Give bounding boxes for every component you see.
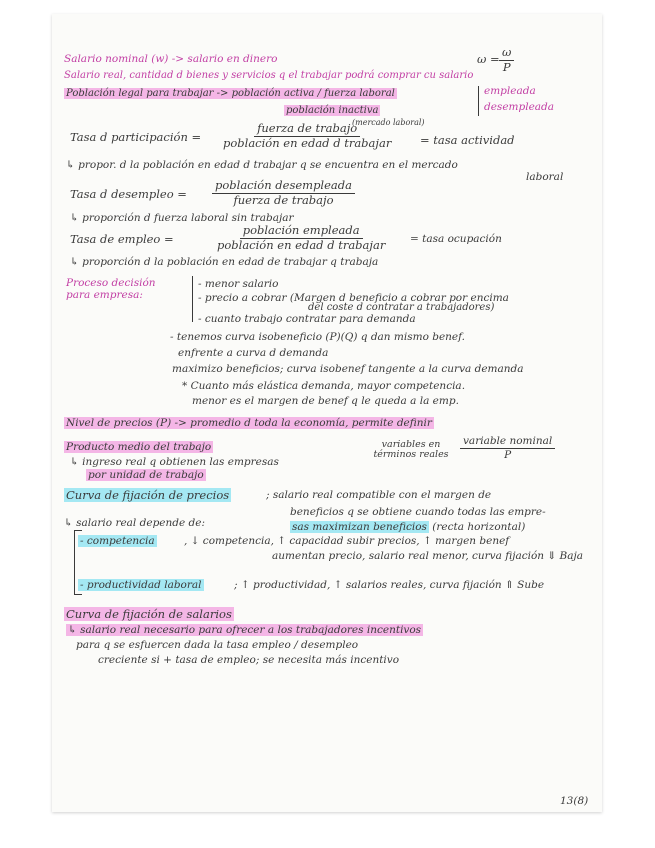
employment-rate-denominator: población en edad d trabajar [217, 237, 386, 252]
participation-rate-description: ↳ propor. d la población en edad d trabajar q se encuentra en el mercado [66, 159, 458, 171]
real-wage-depends-line: ↳ salario real depende de: [64, 517, 206, 529]
decision-process-bracket [192, 276, 193, 322]
unemployment-rate-description: ↳ proporción d fuerza laboral sin trabajar [70, 212, 294, 224]
productivity-highlight: - productividad laboral [80, 579, 202, 591]
productivity-factor [78, 580, 204, 591]
decision-item-price: - precio a cobrar (Margen d beneficio a cobrar por encima [198, 292, 509, 304]
occupation-rate-equivalence: = tasa ocupación [410, 233, 502, 245]
working-population-line [64, 89, 397, 99]
employment-rate-fraction [214, 225, 388, 251]
competition-factor [78, 536, 157, 547]
wage-setting-curve-title [64, 609, 234, 621]
wage-setting-curve-desc-3: creciente si + tasa de empleo; se necesita más incentivo [98, 654, 400, 666]
competition-highlight: - competencia [80, 535, 155, 547]
classification-divider [478, 86, 479, 116]
maximize-profits-highlight: sas maximizan beneficios [292, 521, 427, 533]
real-terms-numerator: variable nominal [460, 436, 555, 449]
employed-label: empleada [484, 85, 536, 97]
real-wage-line: Salario real, cantidad d bienes y servicios q el trabajar podrá comprar cu salario [64, 70, 474, 81]
participation-rate-denominator: población en edad d trabajar [223, 135, 392, 150]
participation-rate-label: Tasa d participación = [70, 130, 202, 144]
isoprofit-curve-line: - tenemos curva isobeneficio (P)(Q) q dan mismo benef. [170, 331, 465, 343]
labour-market-note: (mercado laboral) [352, 118, 425, 127]
decision-item-price-continued: del coste d contratar a trabajadores) [308, 302, 495, 313]
average-product-title [64, 442, 213, 453]
elastic-demand-line: * Cuanto más elástica demanda, mayor competencia. [182, 380, 466, 392]
participation-rate-description-end: laboral [526, 171, 564, 183]
factors-bracket-bottom [74, 594, 82, 595]
price-setting-curve-desc-2: beneficios q se obtiene cuando todas las empre- [290, 506, 546, 518]
decision-item-labour: - cuanto trabajo contratar para demanda [198, 313, 416, 325]
nominal-wage-line: Salario nominal (w) -> salario en dinero [64, 53, 278, 65]
factors-bracket [74, 530, 75, 594]
price-setting-curve-highlight: Curva de fijación de precios [66, 488, 230, 502]
employment-rate-description: ↳ proporción d la población en edad de trabajar q trabaja [70, 256, 379, 268]
average-product-description-2 [86, 470, 206, 481]
activity-rate-equivalence: = tasa actividad [420, 133, 515, 147]
decision-process-label-2: para empresa: [66, 289, 143, 301]
price-setting-curve-title [64, 490, 231, 502]
working-population-highlight: Población legal para trabajar -> población activa / fuerza laboral [66, 88, 395, 99]
w-formula-numerator: ω [499, 47, 514, 61]
average-product-description: ↳ ingreso real q obtienen las empresas [70, 456, 279, 468]
wage-setting-curve-desc-2: para q se esfuercen dada la tasa empleo / desempleo [76, 639, 359, 651]
inactive-population-highlight: población inactiva [286, 105, 379, 116]
unemployment-rate-denominator: fuerza de trabajo [233, 192, 334, 207]
price-setting-curve-desc: ; salario real compatible con el margen de [266, 489, 492, 501]
price-level-line [64, 418, 434, 429]
demand-curve-line: enfrente a curva d demanda [178, 347, 329, 359]
horizontal-line-note: (recta horizontal) [432, 521, 526, 533]
inactive-population-line [284, 106, 380, 116]
maximise-profit-line: maximizo beneficios; curva isobenef tangente a la curva demanda [172, 363, 524, 375]
w-formula-fraction [499, 47, 514, 73]
productivity-effect: ; ↑ productividad, ↑ salarios reales, curva fijación ⇑ Sube [234, 579, 545, 591]
participation-rate-numerator: fuerza de trabajo [254, 123, 360, 137]
employment-rate-numerator: población empleada [240, 225, 363, 239]
average-product-highlight: Producto medio del trabajo [66, 441, 212, 453]
wage-setting-curve-desc [66, 625, 423, 636]
w-formula-denominator: P [502, 59, 511, 74]
real-terms-variables-label: variables en términos reales [373, 439, 449, 460]
wage-setting-curve-highlight: Curva de fijación de salarios [66, 607, 232, 621]
price-setting-curve-desc-3 [290, 522, 525, 533]
employment-rate-label: Tasa de empleo = [70, 232, 174, 246]
competition-effect-2: aumentan precio, salario real menor, curva fijación ⇓ Baja [272, 550, 584, 562]
competition-effect: , ↓ competencia, ↑ capacidad subir precios, ↑ margen benef [184, 535, 510, 547]
w-formula-lhs: ω = [477, 52, 500, 66]
unemployed-label: desempleada [484, 101, 555, 113]
factors-bracket-top [74, 530, 82, 531]
incentive-wage-highlight: ↳ salario real necesario para ofrecer a los trabajadores incentivos [68, 624, 422, 636]
notebook-page [52, 14, 602, 812]
page-number: 13(8) [560, 795, 589, 807]
margin-line: menor es el margen de benef q le queda a la emp. [192, 395, 459, 407]
real-terms-fraction [460, 436, 555, 460]
per-unit-labour-highlight: por unidad de trabajo [88, 469, 204, 481]
real-terms-denominator: P [504, 448, 512, 461]
unemployment-rate-fraction [212, 180, 355, 206]
decision-item-lower-wage: - menor salario [198, 278, 279, 290]
unemployment-rate-label: Tasa d desempleo = [70, 187, 187, 201]
price-level-highlight: Nivel de precios (P) -> promedio d toda la economía, permite definir [66, 417, 432, 429]
unemployment-rate-numerator: población desempleada [212, 180, 355, 194]
decision-process-label: Proceso decisión [66, 277, 156, 289]
